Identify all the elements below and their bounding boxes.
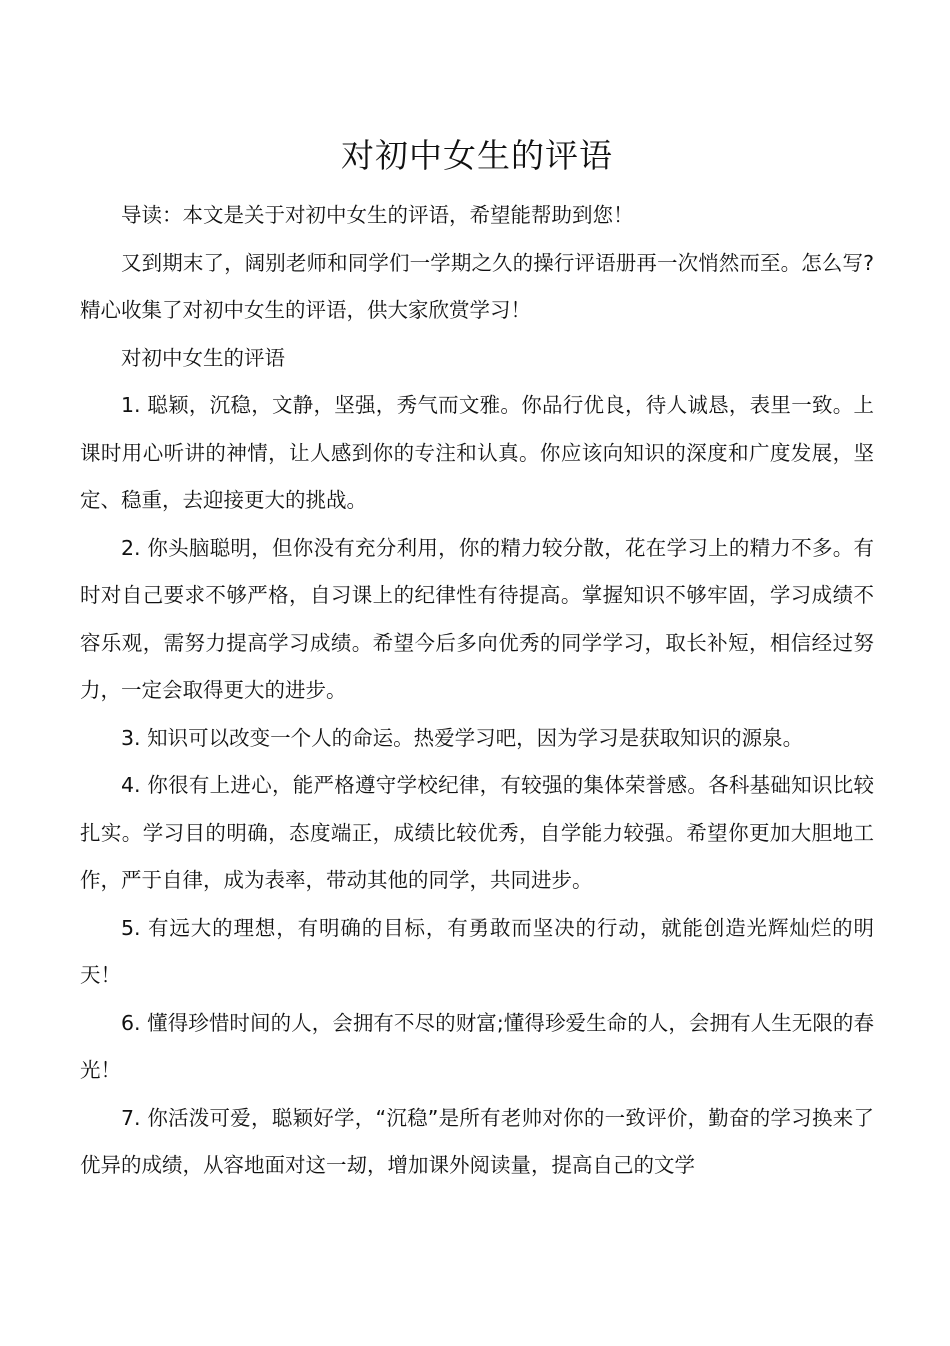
intro-paragraph: 导读：本文是关于对初中女生的评语，希望能帮助到您！ bbox=[121, 203, 634, 227]
comment-item-2: 2. 你头脑聪明，但你没有充分利用，你的精力较分散，花在学习上的精力不多。有时对自己要求不够严格，自习课上的纪律性有待提高。掌握知识不够牢固，学习成绩不容乐观，需努力提高学习成绩。希望今后多向优秀的同学学习，取长补短，相信经过努力，一定会取得更大的进步。 bbox=[80, 535, 874, 702]
comment-item-1: 1. 聪颖，沉稳，文静，坚强，秀气而文雅。你品行优良，待人诚恳，表里一致。上课时用心听讲的神情，让人感到你的专注和认真。你应该向知识的深度和广度发展，坚定、稳重，去迎接更大的挑战。 bbox=[80, 393, 874, 512]
document-page bbox=[80, 130, 874, 1190]
section-subheading: 对初中女生的评语 bbox=[121, 345, 285, 370]
comment-item-7: 7. 你活泼可爱，聪颖好学，“沉稳”是所有老帅对你的一致评价，勤奋的学习换来了优异的成绩，从容地面对这一刼，增加课外阅读量，提高自己的文学 bbox=[80, 1105, 874, 1177]
comment-item-3: 3. 知识可以改变一个人的命运。热爱学习吧，因为学习是获取知识的源泉。 bbox=[121, 725, 804, 750]
document-title: 对初中女生的评语 bbox=[341, 136, 613, 175]
comment-item-5: 5. 有远大的理想，有明确的目标，有勇敢而坚决的行动，就能创造光辉灿烂的明天！ bbox=[80, 915, 874, 987]
comment-item-6: 6. 懂得珍惜时间的人，会拥有不尽的财富;懂得珍爱生命的人，会拥有人生无限的春光！ bbox=[80, 1010, 874, 1082]
comment-item-4: 4. 你很有上进心，能严格遵守学校纪律，有较强的集体荣誉感。各科基础知识比较扎实。学习目的明确，态度端正，成绩比较优秀，自学能力较强。希望你更加大胆地工作，严于自律，成为表率，带动其他的同学，共同进步。 bbox=[80, 773, 874, 892]
lead-paragraph: 又到期末了，阔别老师和同学们一学期之久的操行评语册再一次悄然而至。怎么写?精心收集了对初中女生的评语，供大家欣赏学习！ bbox=[80, 250, 874, 322]
